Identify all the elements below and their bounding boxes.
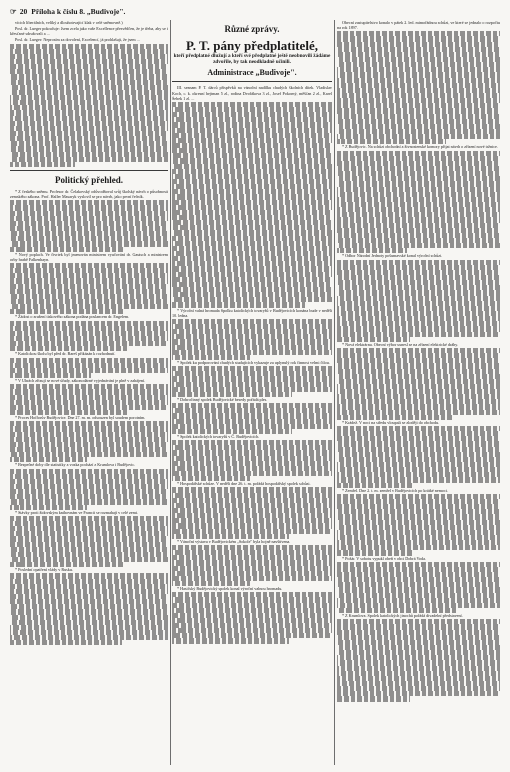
text-line [10, 247, 125, 252]
text-block [172, 545, 332, 586]
text-line [10, 346, 129, 351]
text-paragraph: * Proces Hofforův Budějovice. Dne 27. m. m. odsouzen byl soudem porotním. [15, 415, 146, 421]
text-paragraph: * Vánoční výstava v Budějovickém „Sokole" byla hojně navštívena. [177, 538, 291, 544]
text-block [10, 516, 168, 567]
text-block [172, 440, 332, 481]
text-line [172, 355, 250, 360]
text-block [10, 321, 168, 352]
text-block [172, 102, 332, 308]
text-line [10, 373, 91, 378]
text-block [10, 469, 168, 510]
notice-signature: Administrace „Budivoje". [207, 68, 297, 78]
text-line [10, 410, 129, 415]
text-line [337, 483, 414, 488]
text-paragraph: * Hospodářské schůze. V neděli dne 26. t. m. pořádá hospodářský spolek schůzi. [177, 481, 311, 487]
text-block [10, 421, 168, 462]
text-paragraph: vícich liberálních, velíký a dlouhotrvající klak v celé sněmovně.) [15, 20, 123, 25]
text-line [337, 248, 407, 253]
text-paragraph: III. seznam P. T. dárců příspěvků na vánoční nadílku chudých školních dítek. Vladislav Koch, c. k. okresní hejtman 5 zl., rodina Dvořákova 3 zl., Josef Pokorný, měšťan 2 zl., Karel Šebek 1 zl. ... [172, 85, 332, 101]
text-paragraph: * Výroční valná hromada Spolku katolických tovaryšů v Budějovicích konána bude v neděli 10. ledna. [172, 307, 332, 318]
text-line [10, 640, 122, 645]
section-rule [172, 81, 332, 82]
text-block [337, 151, 500, 254]
text-block [337, 348, 500, 420]
text-block [172, 319, 332, 360]
text-paragraph: * Z Krumlova. Spolek katolických jinochů pořádá divadelní představení. [342, 613, 463, 619]
column-divider [170, 20, 171, 765]
text-block [172, 487, 332, 538]
text-block [10, 44, 168, 167]
column-divider [334, 20, 335, 765]
text-line [172, 581, 250, 586]
text-line [10, 309, 125, 314]
text-block [10, 358, 168, 379]
section-rule [10, 170, 168, 171]
text-line [172, 392, 292, 397]
text-line [337, 139, 446, 144]
text-line [172, 534, 289, 539]
text-block [337, 562, 500, 613]
text-paragraph: * Nový poplach. Ve čtvrtek byl jmenován ministrem vyučování dr. Gautsch a ministrem orby hrabě Falkenhayn. [10, 251, 168, 262]
text-block [10, 384, 168, 415]
page-header [10, 3, 500, 19]
text-paragraph: * V Uhrách zřizují se nové úřady, zákonodárné vyjednávání je plně v zahájení. [15, 378, 146, 384]
text-line [10, 162, 75, 167]
text-block [10, 200, 168, 251]
text-block [337, 426, 500, 488]
text-paragraph: * Stávky proti židovským knihovnám ve Francii se rozmahají v celé zemi. [15, 509, 139, 515]
text-paragraph: Posl. dr. Lueger pokračuje: Jsem zcela jako vaše Excellence přesvědčen, že je třeba, aby se i křesťané sdružovali a ... [10, 26, 168, 37]
text-block [172, 592, 332, 643]
text-block [172, 403, 332, 434]
column-right [337, 20, 500, 765]
text-block [172, 366, 332, 397]
text-line [172, 638, 289, 643]
column-middle [172, 20, 332, 765]
text-paragraph: * Bezpečné doby dle statistiky a vozka pochází z Krumlova i Budějovic. [15, 462, 136, 468]
text-paragraph: Obecní zastupitelstvo konalo v pátek 2. led. mimořádnou schůzi, ve které se jednalo o rozpočtu na rok 1897. [337, 20, 500, 31]
notice-text: kteří předplatné dlužují a kteří své předplatné ještě neobnovili žádáme zdvořile, by tak neodkladně učinili. [173, 53, 331, 66]
text-paragraph: * Katolickou školu byl před dr. Bareš přikázán k rozhodnutí. [15, 351, 116, 357]
text-paragraph: * Spolek katolických tovaryšů v Č. Budějovicích. [177, 433, 260, 439]
text-line [337, 696, 410, 701]
hand-pointer-icon: ☞ [10, 6, 17, 16]
text-paragraph: * Dobročinný spolek Budějovické besedy pořádá ples. [177, 396, 268, 402]
text-line [337, 337, 410, 342]
page-number: 20 [19, 6, 28, 16]
notice-title: P. T. pány předplatitelé, [186, 38, 318, 53]
text-line [172, 302, 305, 307]
text-line [172, 429, 292, 434]
text-paragraph: * Poslední opatření vlády v Rusku. [15, 567, 73, 573]
text-block [337, 619, 500, 701]
text-paragraph: * Odbor Národní Jednoty pošumavské konal výroční schůzi. [342, 253, 443, 259]
text-paragraph: * Hasičský Budějovický spolek konal výroční valnou hromadu. [177, 586, 283, 592]
text-paragraph: * Krádež. V noci na středu vloupali se zloději do obchodu. [342, 419, 440, 425]
section-title: Politický přehled. [55, 175, 123, 185]
text-paragraph: * Z Budějovic. Na schůzi obchodní a živnostenské komory přijat návrh o zřízení nové tržnice. [342, 144, 498, 150]
text-line [172, 476, 250, 481]
text-line [10, 505, 87, 510]
text-block [337, 31, 500, 144]
text-paragraph: Posl. dr. Lueger: Neprosím za dovolení, Excelencí, já prohlašuji, že jsem ... [15, 37, 140, 43]
text-paragraph: * Žádost o zrušení tiskového zákona podána poslancem dr. Engelem. [15, 314, 130, 320]
text-line [337, 415, 453, 420]
text-block [10, 573, 168, 645]
text-line [337, 608, 456, 613]
text-block [10, 263, 168, 314]
text-paragraph: * Z českého sněmu. Profesor dr. Čelakovský odůvodňoval svůj školský návrh o působnosti zemského zákona. Prof. Haller Masaryk vyslovil se pro návrh, jako první řečník. [10, 189, 168, 200]
text-block [337, 260, 500, 342]
section-title: Různé zprávy. [224, 24, 280, 34]
text-line [10, 562, 125, 567]
text-paragraph: * Požár. V sobotu vypukl oheň v obci Dobrá Voda. [342, 555, 426, 561]
text-paragraph: * Nová elektrárna. Obecní výbor usnesl se na zřízení elektrické dráhy. [342, 341, 459, 347]
text-block [337, 494, 500, 556]
page-header-title: Příloha k číslu 8. „Budivoje". [31, 6, 126, 16]
text-paragraph: * Zemřel. Dne 2. t. m. zemřel v Budějovicích po krátké nemoci. [342, 487, 449, 493]
text-line [10, 457, 87, 462]
text-line [337, 550, 414, 555]
text-paragraph: * Spolek ku podporování chudých studujících vykazuje za uplynulý rok činnost velmi čilou. [177, 359, 330, 365]
column-left [10, 20, 168, 765]
